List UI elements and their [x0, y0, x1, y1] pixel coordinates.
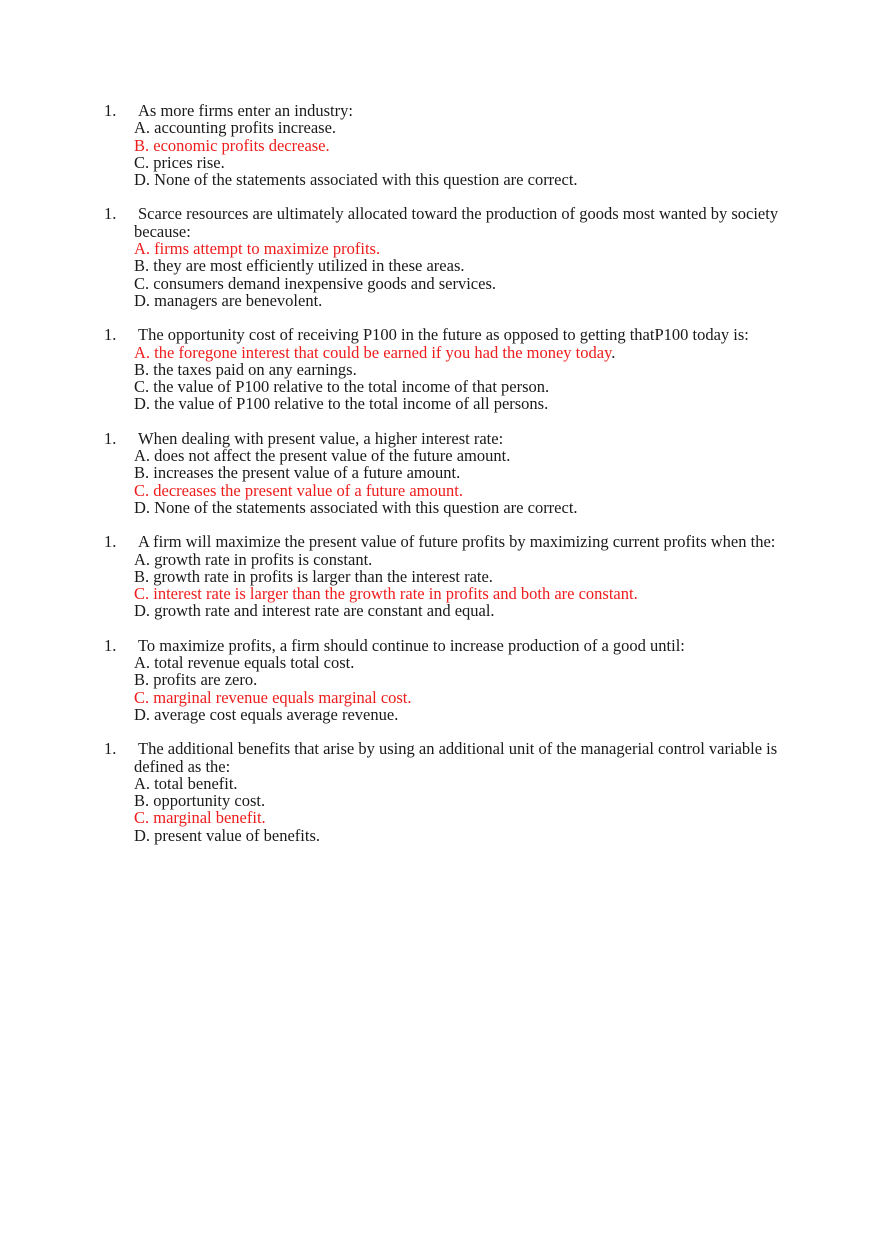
question-item	[0, 740, 880, 844]
question-number: 1.	[104, 635, 117, 655]
answer-option: B. opportunity cost.	[134, 791, 266, 811]
question-stem: A firm will maximize the present value of future profits by maximizing current profits when the:	[138, 532, 776, 552]
answer-option: C. prices rise.	[134, 152, 225, 172]
answer-option: B. they are most efficiently utilized in these areas.	[134, 256, 465, 276]
question-item	[0, 637, 880, 723]
answer-option: C. the value of P100 relative to the total income of that person.	[134, 377, 550, 397]
question-stem: To maximize profits, a firm should continue to increase production of a good until:	[138, 635, 685, 655]
answer-option: D. average cost equals average revenue.	[134, 704, 399, 724]
answer-option: A. total benefit.	[134, 773, 238, 793]
answer-option: A. accounting profits increase.	[134, 118, 337, 138]
question-number: 1.	[104, 204, 117, 224]
answer-option: D. present value of benefits.	[134, 825, 321, 845]
answer-option: D. None of the statements associated with this question are correct.	[134, 170, 578, 190]
question-item	[0, 533, 880, 619]
answer-option: D. growth rate and interest rate are constant and equal.	[134, 601, 495, 621]
answer-option: D. the value of P100 relative to the total income of all persons.	[134, 394, 549, 414]
question-item	[0, 205, 880, 309]
answer-option-correct: C. interest rate is larger than the growth rate in profits and both are constant.	[134, 584, 638, 604]
question-stem: Scarce resources are ultimately allocated toward the production of goods most wanted by society because:	[134, 204, 779, 241]
answer-option-correct	[134, 344, 880, 361]
question-stem: The opportunity cost of receiving P100 in the future as opposed to getting thatP100 today is:	[138, 325, 749, 345]
answer-option-correct: C. decreases the present value of a future amount.	[134, 480, 463, 500]
question-number: 1.	[104, 325, 117, 345]
question-number: 1.	[104, 532, 117, 552]
answer-option: A. total revenue equals total cost.	[134, 653, 355, 673]
question-item	[0, 102, 880, 188]
question-stem: When dealing with present value, a higher interest rate:	[138, 428, 504, 448]
question-item	[0, 326, 880, 412]
answer-option-correct: B. economic profits decrease.	[134, 135, 330, 155]
answer-option-correct: C. marginal benefit.	[134, 808, 266, 828]
answer-option: C. consumers demand inexpensive goods and services.	[134, 273, 497, 293]
answer-option-correct: A. firms attempt to maximize profits.	[134, 239, 381, 259]
answer-option: B. the taxes paid on any earnings.	[134, 359, 357, 379]
document-page	[0, 102, 880, 861]
answer-option-text: A. the foregone interest that could be earned if you had the money today	[134, 342, 612, 362]
question-item	[0, 430, 880, 516]
question-number: 1.	[104, 428, 117, 448]
question-stem: As more firms enter an industry:	[138, 101, 353, 120]
answer-option: B. increases the present value of a future amount.	[134, 463, 461, 483]
answer-option-correct: C. marginal revenue equals marginal cost.	[134, 687, 412, 707]
answer-option: D. managers are benevolent.	[134, 290, 323, 310]
answer-option: B. profits are zero.	[134, 670, 258, 690]
question-stem: The additional benefits that arise by using an additional unit of the managerial control variable is defined as the:	[134, 739, 778, 776]
answer-option: B. growth rate in profits is larger than the interest rate.	[134, 566, 493, 586]
answer-option-period: .	[611, 342, 616, 362]
answer-option: A. growth rate in profits is constant.	[134, 549, 373, 569]
question-number: 1.	[104, 739, 117, 759]
answer-option: A. does not affect the present value of the future amount.	[134, 446, 511, 466]
answer-option: D. None of the statements associated with this question are correct.	[134, 497, 578, 517]
question-number: 1.	[104, 101, 117, 120]
